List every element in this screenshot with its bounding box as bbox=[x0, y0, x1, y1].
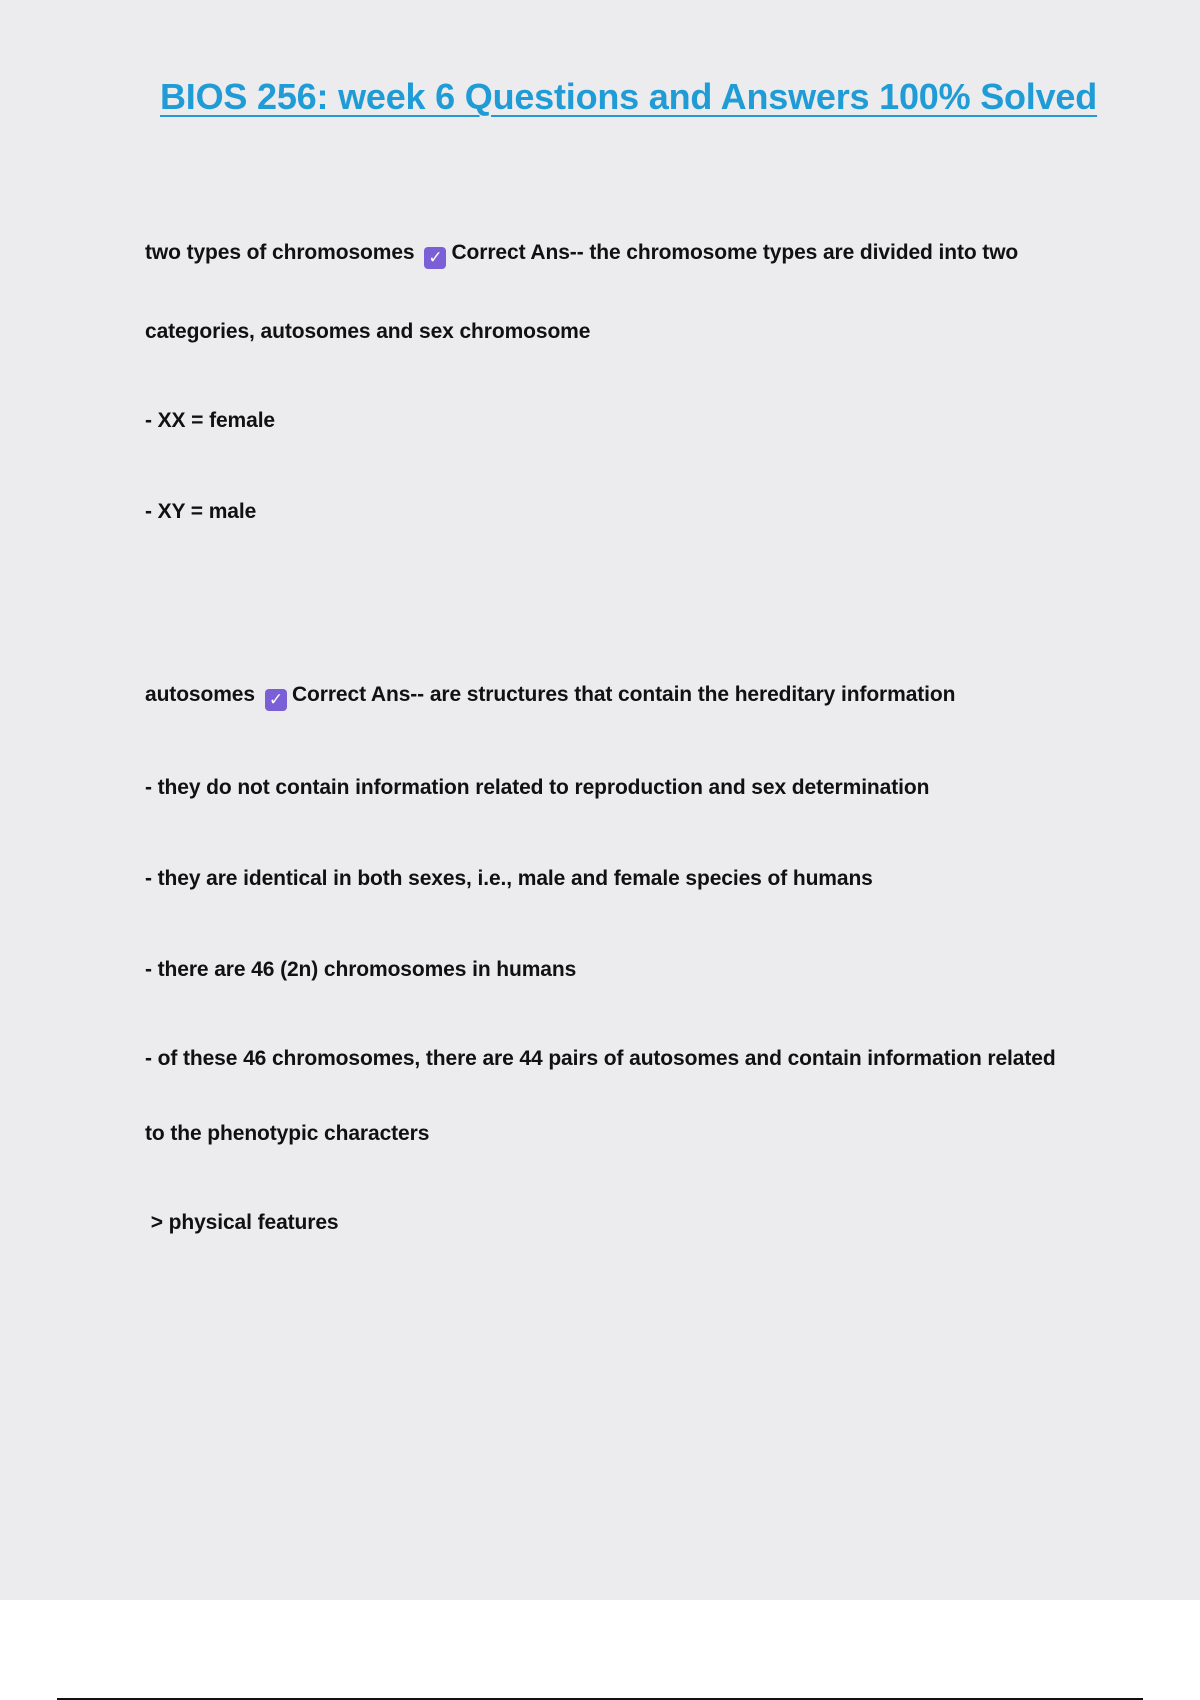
qa-1-line bbox=[145, 239, 1018, 269]
qa-2-bullet: - there are 46 (2n) chromosomes in humans bbox=[145, 958, 577, 981]
qa-2-line bbox=[145, 681, 955, 711]
qa-1-answer: the chromosome types are divided into two bbox=[589, 241, 1019, 264]
qa-2-question: autosomes bbox=[145, 683, 255, 706]
qa-1-question: two types of chromosomes bbox=[145, 241, 415, 264]
qa-1-bullet: - XX = female bbox=[145, 409, 276, 432]
qa-2-bullet: - of these 46 chromosomes, there are 44 pairs of autosomes and contain information related bbox=[145, 1047, 1056, 1070]
checkbox-checked-icon: ✓ bbox=[265, 689, 287, 711]
qa-2-bullet: - they do not contain information related to reproduction and sex determination bbox=[145, 776, 930, 799]
qa-1-bullet: - XY = male bbox=[145, 500, 257, 523]
qa-1-answer-prefix: Correct Ans-- bbox=[451, 241, 584, 264]
checkbox-checked-icon: ✓ bbox=[424, 247, 446, 269]
qa-1-continuation: categories, autosomes and sex chromosome bbox=[145, 320, 591, 343]
qa-2-subbullet: > physical features bbox=[145, 1211, 339, 1234]
qa-2-continuation: to the phenotypic characters bbox=[145, 1122, 430, 1145]
document-title[interactable]: BIOS 256: week 6 Questions and Answers 100% Solved bbox=[160, 76, 1098, 117]
qa-2-answer-prefix: Correct Ans-- bbox=[291, 683, 425, 706]
qa-2-bullet: - they are identical in both sexes, i.e., male and female species of humans bbox=[145, 867, 873, 890]
qa-2-answer: are structures that contain the hereditary information bbox=[429, 683, 956, 706]
